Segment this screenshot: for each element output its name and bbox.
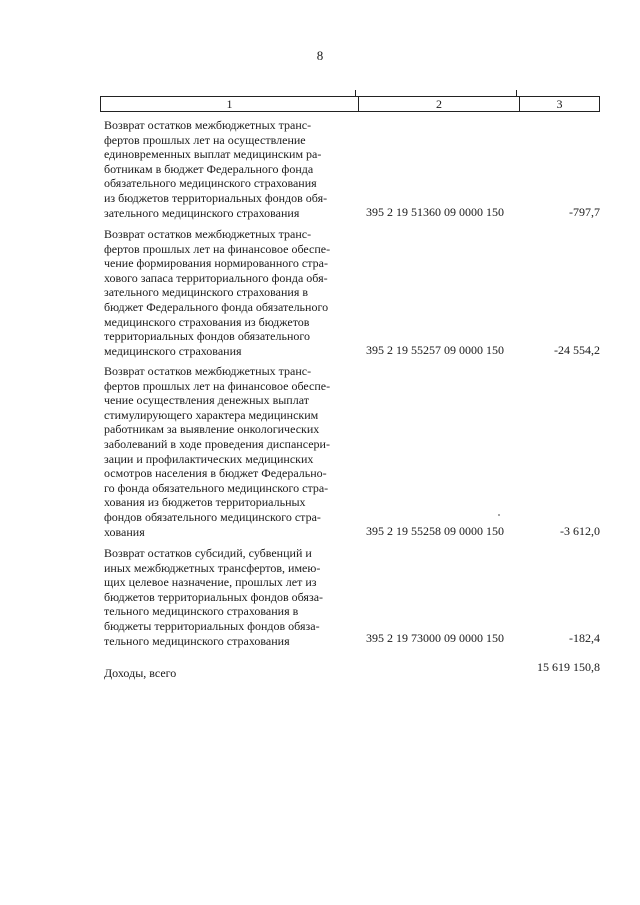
row-3-amount: -3 612,0: [560, 524, 600, 538]
description-line: медицинского страхования: [104, 343, 242, 358]
description-line: зации и профилактических медицинских: [104, 451, 314, 466]
row-2-amount: -24 554,2: [554, 343, 600, 357]
description-line: зательного медицинского страхования: [104, 205, 300, 220]
description-line: единовременных выплат медицинским ра-: [104, 147, 322, 162]
scan-speck: [498, 514, 500, 516]
description-line: территориальных фондов обязательного: [104, 329, 311, 344]
description-line: фертов прошлых лет на финансовое обеспе-: [104, 378, 331, 393]
description-line: стимулирующего характера медицинским: [104, 407, 319, 422]
row-3-description: [104, 364, 350, 539]
description-line: фондов обязательного медицинского стра-: [104, 509, 321, 524]
description-line: го фонда обязательного медицинского стра-: [104, 480, 329, 495]
description-line: тельного медицинского страхования: [104, 633, 290, 648]
description-line: хования: [104, 524, 145, 539]
description-line: работникам за выявление онкологических: [104, 422, 320, 437]
description-line: Возврат остатков межбюджетных транс-: [104, 227, 312, 241]
description-line: иных межбюджетных трансфертов, имею-: [104, 560, 321, 575]
description-line: тельного медицинского страхования в: [104, 604, 299, 619]
header-col-1: 1: [101, 97, 359, 111]
description-line: зательного медицинского страхования в: [104, 285, 309, 300]
description-line: ботникам в бюджет Федерального фонда: [104, 161, 314, 176]
page-number: 8: [316, 48, 324, 63]
description-line: заболеваний в ходе проведения диспансери-: [104, 436, 330, 451]
description-line: бюджетов территориальных фондов обяза-: [104, 589, 324, 604]
description-line: щих целевое назначение, прошлых лет из: [104, 575, 317, 590]
description-line: бюджеты территориальных фондов обяза-: [104, 618, 320, 633]
header-col-2: 2: [359, 97, 520, 111]
row-1-code: 395 2 19 51360 09 0000 150: [366, 205, 504, 219]
description-line: фертов прошлых лет на осуществление: [104, 132, 306, 147]
row-2-description: [104, 227, 350, 358]
description-line: осмотров населения в бюджет Федерально-: [104, 466, 327, 481]
description-line: чение осуществления денежных выплат: [104, 393, 309, 408]
description-line: Возврат остатков субсидий, субвенций и: [104, 546, 312, 560]
description-line: медицинского страхования из бюджетов: [104, 314, 310, 329]
row-1-description: [104, 118, 350, 220]
row-1-amount: -797,7: [569, 205, 600, 219]
description-line: Возврат остатков межбюджетных транс-: [104, 118, 312, 132]
row-3-code: 395 2 19 55258 09 0000 150: [366, 524, 504, 538]
header-col-3: 3: [556, 97, 563, 111]
description-line: чение формирования нормированного стра-: [104, 256, 328, 271]
description-line: обязательного медицинского страхования: [104, 176, 317, 191]
row-4-description: [104, 546, 350, 648]
total-label: Доходы, всего: [104, 666, 177, 680]
row-4-code: 395 2 19 73000 09 0000 150: [366, 631, 504, 645]
row-2-code: 395 2 19 55257 09 0000 150: [366, 343, 504, 357]
total-amount: 15 619 150,8: [537, 660, 600, 674]
description-line: фертов прошлых лет на финансовое обеспе-: [104, 241, 331, 256]
description-line: хового запаса территориального фонда обя-: [104, 270, 328, 285]
description-line: хования из бюджетов территориальных: [104, 495, 306, 510]
description-line: бюджет Федерального фонда обязательного: [104, 299, 329, 314]
description-line: из бюджетов территориальных фондов обя-: [104, 190, 328, 205]
table-header-row: [100, 96, 600, 112]
description-line: Возврат остатков межбюджетных транс-: [104, 364, 312, 378]
row-4-amount: -182,4: [569, 631, 600, 645]
